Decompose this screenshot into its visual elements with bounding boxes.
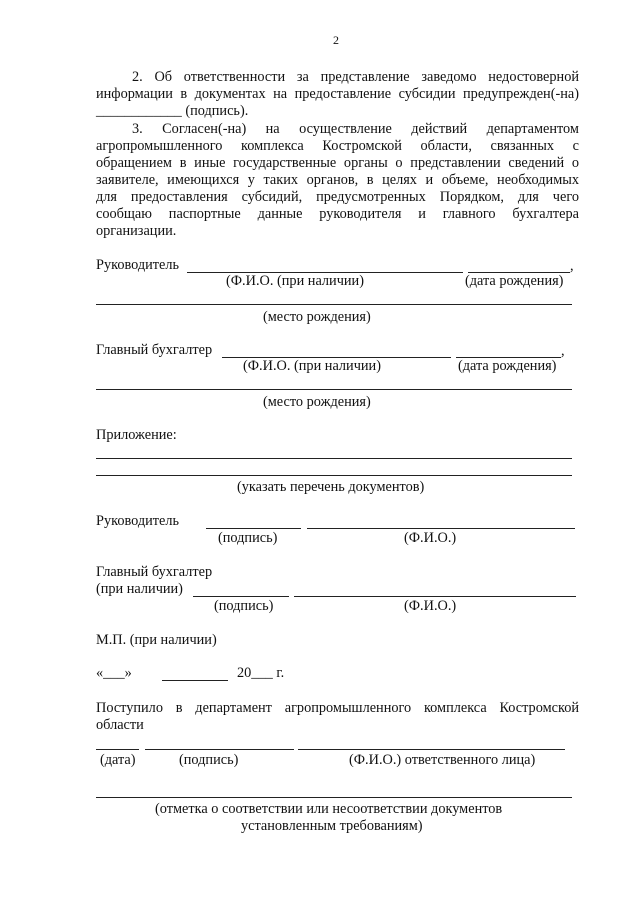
page-number: 2: [333, 33, 339, 47]
head-dob-caption: (дата рождения): [465, 273, 564, 289]
accountant-comma: ,: [561, 343, 565, 359]
accountant-fio-caption: (Ф.И.О. (при наличии): [243, 358, 381, 374]
accountant-pob-line[interactable]: [96, 389, 572, 390]
date-month-line[interactable]: [162, 680, 228, 681]
head-label: Руководитель: [96, 257, 180, 273]
stamp-label: М.П. (при наличии): [96, 632, 217, 648]
para3-line-3: обращением в иные государственные органы о представлении сведений о: [96, 155, 579, 171]
head-fio-caption: (Ф.И.О. (при наличии): [226, 273, 364, 289]
sign-acc-fio-line[interactable]: [294, 596, 576, 597]
appendix-label: Приложение:: [96, 427, 177, 443]
para3-line-4: заявителе, имеющихся у таких органов, в целях и объеме, необходимых: [96, 172, 579, 188]
mark-caption-2: установленным требованиям): [241, 818, 423, 834]
para3-line-2: агропромышленного комплекса Костромской области, связанных с: [96, 138, 579, 154]
para2-line-2: информации в документах на предоставление субсидии предупрежден(-на): [96, 86, 579, 102]
accountant-pob-caption: (место рождения): [263, 394, 371, 410]
para3-line-5: для предоставления субсидий, предусмотренных Порядком, для чего: [96, 189, 579, 205]
received-text: Поступило в департамент агропромышленного комплекса Костромской: [96, 700, 579, 716]
sign-acc-label-2: (при наличии): [96, 581, 183, 597]
sign-head-fio-line[interactable]: [307, 528, 575, 529]
received-signature-line[interactable]: [145, 749, 294, 750]
para2-line-1: 2. Об ответственности за представление заведомо недостоверной: [132, 69, 579, 85]
received-signature-caption: (подпись): [179, 752, 239, 768]
head-pob-line[interactable]: [96, 304, 572, 305]
sign-acc-signature-line[interactable]: [193, 596, 289, 597]
para2-line-3: ____________ (подпись).: [96, 103, 249, 119]
appendix-line-1[interactable]: [96, 458, 572, 459]
received-fio-line[interactable]: [298, 749, 565, 750]
sign-acc-signature-caption: (подпись): [214, 598, 274, 614]
received-text-2: области: [96, 717, 144, 733]
head-pob-caption: (место рождения): [263, 309, 371, 325]
date-year[interactable]: 20___ г.: [237, 665, 285, 681]
sign-head-signature-caption: (подпись): [218, 530, 278, 546]
para3-line-7: организации.: [96, 223, 177, 239]
accountant-label: Главный бухгалтер: [96, 342, 213, 358]
date-day[interactable]: «___»: [96, 665, 132, 681]
received-responsible-caption: (Ф.И.О.) ответственного лица): [349, 752, 536, 768]
sign-acc-label-1: Главный бухгалтер: [96, 564, 213, 580]
mark-caption-1: (отметка о соответствии или несоответствии документов: [155, 801, 503, 817]
mark-line[interactable]: [96, 797, 572, 798]
sign-head-label: Руководитель: [96, 513, 180, 529]
accountant-dob-caption: (дата рождения): [458, 358, 557, 374]
para3-line-6: сообщаю паспортные данные руководителя и главного бухгалтера: [96, 206, 579, 222]
appendix-caption: (указать перечень документов): [237, 479, 425, 495]
head-comma: ,: [570, 258, 574, 274]
received-date-line[interactable]: [96, 749, 139, 750]
sign-acc-fio-caption: (Ф.И.О.): [404, 598, 457, 614]
sign-head-signature-line[interactable]: [206, 528, 301, 529]
received-date-caption: (дата): [100, 752, 136, 768]
sign-head-fio-caption: (Ф.И.О.): [404, 530, 457, 546]
para3-line-1: 3. Согласен(-на) на осуществление действий департаментом: [132, 121, 579, 137]
appendix-line-2[interactable]: [96, 475, 572, 476]
